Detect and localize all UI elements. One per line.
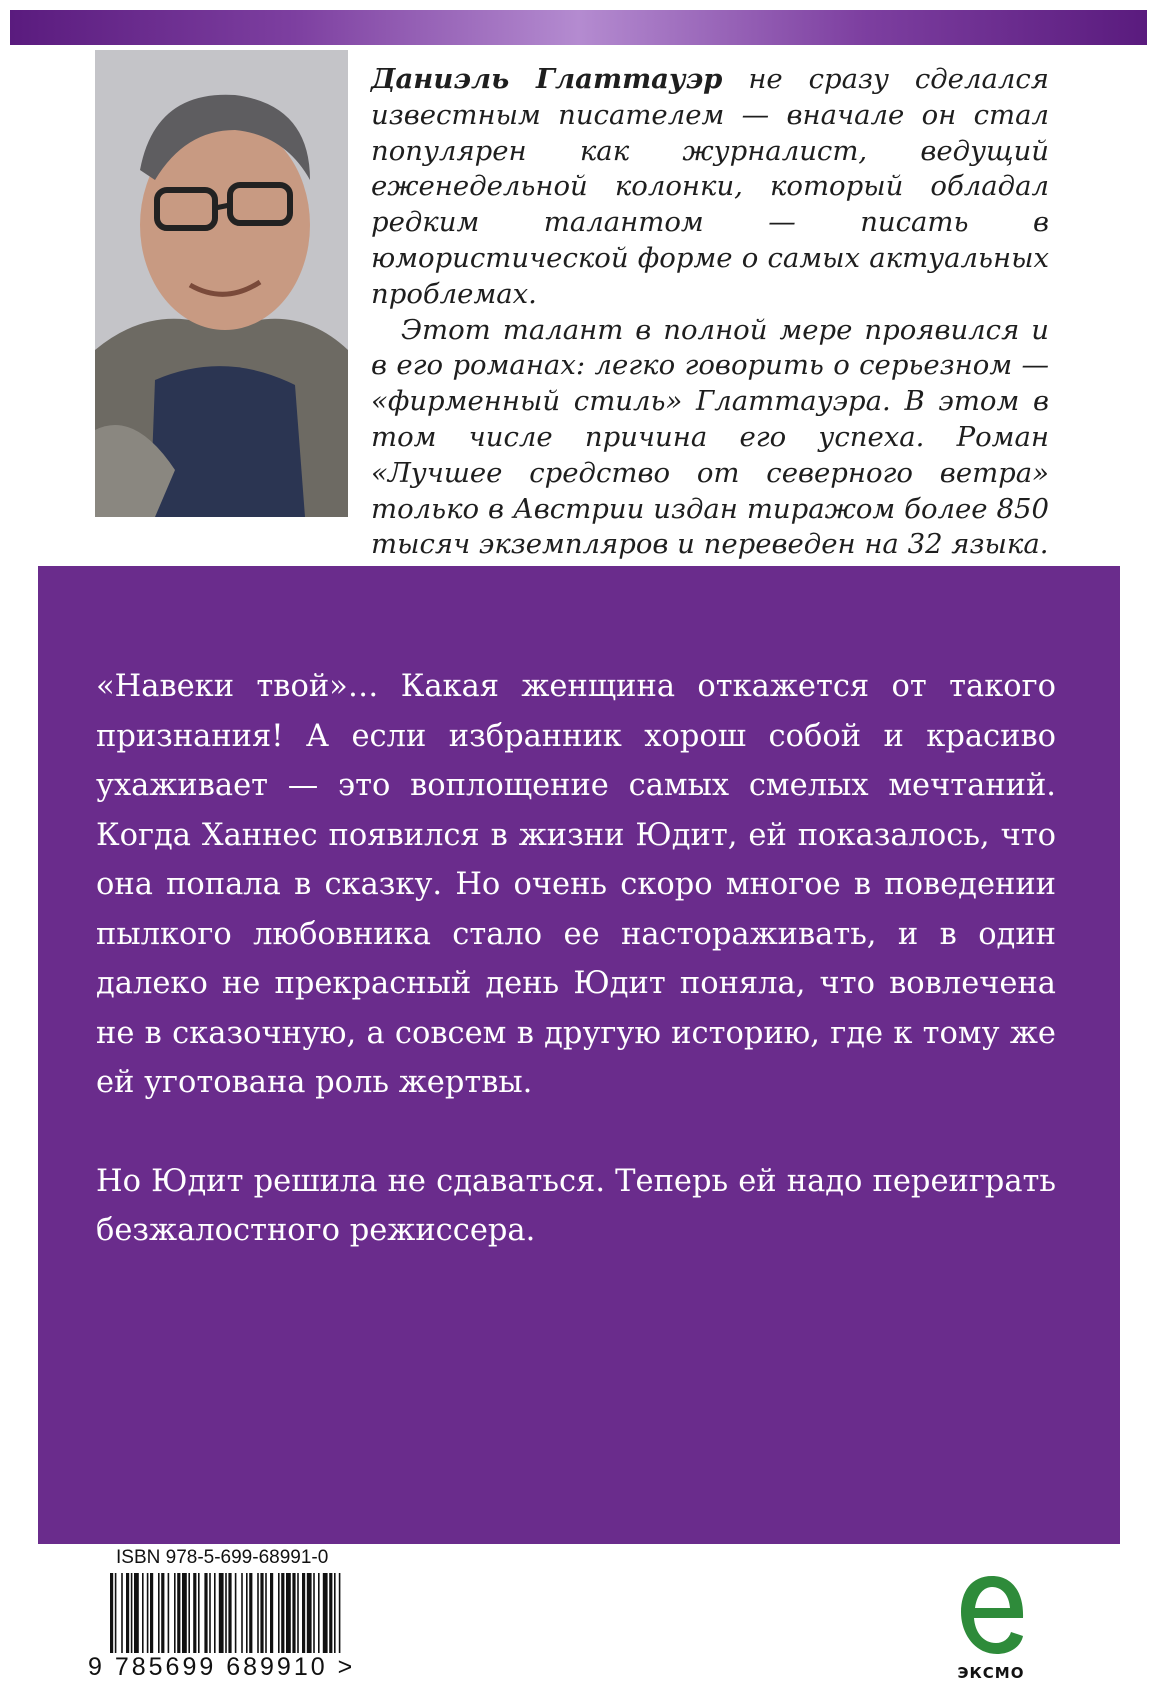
barcode-bar — [219, 1573, 224, 1653]
barcode-bar — [193, 1573, 196, 1653]
barcode-bar — [182, 1573, 187, 1653]
blurb-text — [96, 662, 1056, 1256]
barcode-bar — [235, 1573, 237, 1653]
barcode-bar — [292, 1573, 295, 1653]
barcode-bar — [228, 1573, 231, 1653]
barcode-bar — [286, 1573, 291, 1653]
barcode-bar — [214, 1573, 216, 1653]
barcode-bar — [198, 1573, 200, 1653]
bio-paragraph-1 — [371, 62, 1049, 313]
barcode-bar — [278, 1573, 280, 1653]
barcode-bar — [161, 1573, 164, 1653]
barcode-bar — [323, 1573, 328, 1653]
barcode-bar — [318, 1573, 320, 1653]
blurb-paragraph-2: Но Юдит решила не сдаваться. Теперь ей надо переиграть безжалостного режиссера. — [96, 1163, 1056, 1248]
barcode-bar — [302, 1573, 305, 1653]
top-gradient-band — [10, 10, 1147, 45]
barcode-bar — [260, 1573, 263, 1653]
bio-paragraph-2: Этот талант в полной мере проявился и в его романах: легко говорить о серьезном — «фирменный стиль» Глаттауэра. В этом в том числе причина его успеха. Роман «Лучшее средство от северного ветра» только в Австрии издан тиражом более 850 тысяч экземпляров и переведен на 32 языка. — [371, 313, 1049, 561]
barcode-bar — [115, 1573, 117, 1653]
barcode-bar — [110, 1573, 113, 1653]
barcode-bar — [270, 1573, 273, 1653]
barcode-bar — [257, 1573, 259, 1653]
barcode-bar — [150, 1573, 153, 1653]
barcode-bar — [281, 1573, 284, 1653]
barcode-bar — [147, 1573, 149, 1653]
barcode-bar — [307, 1573, 312, 1653]
eksmo-logo-icon — [957, 1572, 1027, 1658]
author-name: Даниэль Глаттауэр — [371, 63, 723, 95]
barcode-bar — [168, 1573, 170, 1653]
barcode-bar — [241, 1573, 243, 1653]
barcode-bar — [225, 1573, 227, 1653]
barcode-bar — [131, 1573, 133, 1653]
barcode-bar — [134, 1573, 139, 1653]
barcode-bar — [142, 1573, 144, 1653]
barcode-bar — [204, 1573, 207, 1653]
barcode-bar — [249, 1573, 252, 1653]
blurb-paragraph-1: «Навеки твой»… Какая женщина откажется от такого признания! А если избранник хорош собой и красиво ухаживает — это воплощение самых смелых мечтаний. Когда Ханнес появился в жизни Юдит, ей показалось, что она попала в сказку. Но очень скоро многое в поведении пылкого любовника стало ее настораживать, и в один далеко не прекрасный день Юдит поняла, что вовлечена не в сказочную, а совсем в другую историю, где к тому же ей уготована роль жертвы. — [96, 669, 1056, 1100]
publisher-name: ЭКСМО — [957, 1664, 1025, 1682]
author-bio — [371, 62, 1049, 563]
barcode-bar — [297, 1573, 299, 1653]
barcode-bar — [209, 1573, 211, 1653]
barcode-bar — [158, 1573, 160, 1653]
barcode-bar — [174, 1573, 176, 1653]
barcode-bar — [246, 1573, 248, 1653]
barcode-digits: 9 785699 689910 > — [88, 1653, 438, 1681]
barcode-bar — [121, 1573, 123, 1653]
isbn-label: ISBN 978-5-699-68991-0 — [116, 1547, 329, 1568]
barcode-bar — [177, 1573, 180, 1653]
bio-paragraph-1-text: не сразу сделался известным писателем — вначале он стал популярен как журналист, ведущий еженедельной колонки, который обладал редким талантом — писать в юмористической форме о самых актуальных проблемах. — [371, 63, 1049, 310]
barcode-bar — [313, 1573, 315, 1653]
author-photo — [95, 50, 348, 517]
barcode-bar — [339, 1573, 341, 1653]
barcode-bar — [265, 1573, 267, 1653]
barcode-bar — [334, 1573, 336, 1653]
barcode-bar — [188, 1573, 190, 1653]
barcode-bar — [126, 1573, 129, 1653]
barcode-bar — [329, 1573, 332, 1653]
